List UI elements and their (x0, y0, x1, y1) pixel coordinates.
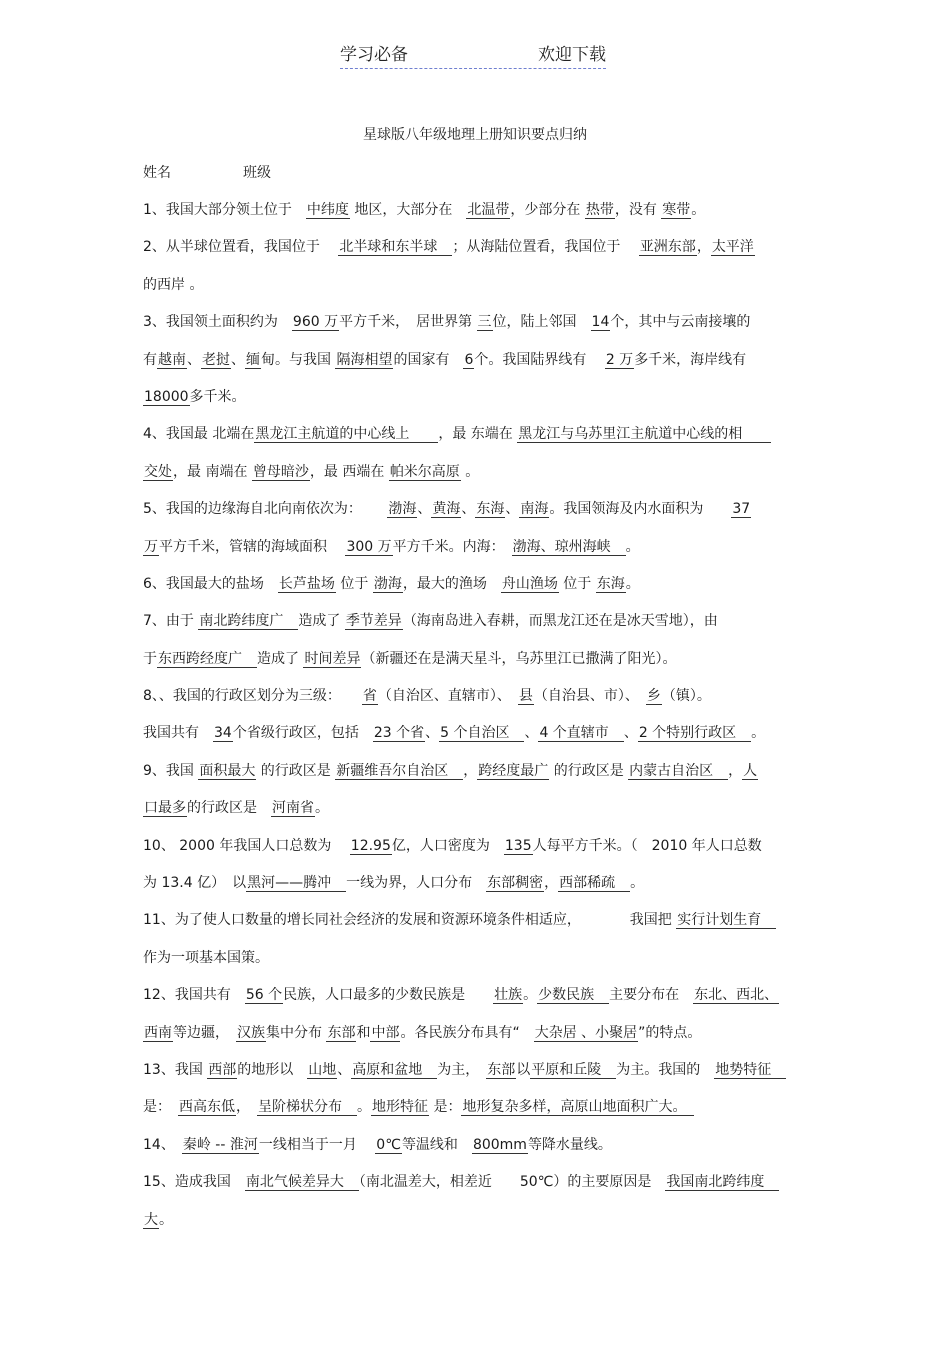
line-text: 、 (524, 725, 539, 742)
line-text: 集中分布 (266, 1024, 327, 1041)
underlined-answer: 东海 (596, 575, 625, 592)
line-text: （海南岛进入春耕，而黑龙江还在是冰天雪地），由 (402, 613, 718, 630)
underlined-answer: 热带 (585, 202, 614, 218)
line-text: 的国家有 (393, 351, 464, 368)
line-text: ，最 东端在 (438, 426, 518, 443)
line-text: 。 (630, 875, 645, 892)
underlined-answer: 西南 (144, 1024, 172, 1041)
question-list (143, 199, 823, 1246)
underlined-answer: 地形复杂多样，高原山地面积广大。 (462, 1099, 694, 1116)
line-text: 。 (625, 538, 640, 555)
underlined-answer: 汉族 (237, 1024, 265, 1041)
line-text: 主要分布在 (609, 987, 694, 1004)
underlined-answer: 东西跨经度广 (158, 650, 256, 667)
underlined-answer: 缅 (246, 351, 260, 368)
line-text: 、 (187, 351, 201, 368)
text-line (143, 1134, 823, 1171)
line-text: 多千米。 (189, 388, 246, 405)
line-text: 等温线和 (401, 1136, 472, 1153)
line-text: 民族，人口最多的少数民族是 (283, 987, 494, 1004)
line-text: 、 (231, 351, 245, 368)
text-line (143, 423, 823, 460)
line-text: ”的特点。 (638, 1024, 702, 1041)
underlined-answer: 黄海 (432, 501, 461, 518)
line-text: ，最 南端在 (173, 463, 252, 480)
line-text: 。 (625, 575, 640, 592)
line-text: 个，其中与云南接壤的 (610, 314, 751, 331)
line-text: 。 (357, 1099, 371, 1116)
line-text: （自治县、市）、 (533, 688, 646, 705)
underlined-answer: 4 个直辖市 (539, 725, 623, 742)
line-text: ；从海陆位置看，我国位于 (452, 239, 639, 256)
underlined-answer: 23 个省 (373, 725, 425, 742)
line-text: 平方千米，管辖的海域面积 (159, 538, 346, 555)
text-line (143, 722, 823, 759)
line-text: 5、我国的边缘海自北向南依次为： (143, 501, 388, 518)
underlined-answer: 渤海 (373, 575, 402, 592)
underlined-answer: 隔海相望 (336, 351, 393, 368)
text-line (143, 797, 823, 834)
underlined-answer: 万 (144, 538, 158, 555)
text-line (143, 236, 823, 273)
underlined-answer: 南海 (520, 501, 549, 518)
line-text: 。各民族分布具有“ (400, 1024, 534, 1041)
line-text: 2、从半球位置看，我国位于 (143, 239, 339, 256)
line-text: 平方千米。内海： (392, 538, 512, 555)
underlined-answer: 12.95 (350, 837, 391, 854)
line-text: ， (728, 762, 743, 779)
underlined-answer: 越南 (158, 351, 186, 368)
text-line (143, 872, 823, 909)
line-text: 我国共有 (143, 725, 213, 742)
underlined-answer: 秦岭 -- 淮河 (182, 1136, 258, 1153)
line-text: 、 (505, 501, 520, 518)
line-text: 、 (623, 725, 638, 742)
text-line (143, 1096, 823, 1133)
line-text: 8、、我国的行政区划分为三级： (143, 688, 362, 705)
text-line (143, 349, 823, 386)
underlined-answer: 实行计划生育 (677, 912, 776, 929)
underlined-answer: 大杂居 、小聚居 (534, 1024, 638, 1041)
document-title: 星球版八年级地理上册知识要点归纳 (363, 127, 587, 143)
underlined-answer: 东部 (327, 1024, 356, 1041)
underlined-answer: 亚洲东部 (639, 239, 696, 256)
line-text: 13、我国 (143, 1061, 208, 1078)
line-text: （自治区、直辖市）、 (377, 688, 518, 705)
line-text: 为 13.4 亿） 以 (143, 875, 247, 892)
underlined-answer: 56 个 (245, 987, 283, 1004)
text-line (143, 1171, 823, 1208)
text-line (143, 610, 823, 647)
line-text: ， (696, 239, 711, 256)
underlined-answer: 黑龙江主航道的中心线上 (255, 426, 438, 443)
underlined-answer: 0℃ (376, 1136, 401, 1153)
header-left-text: 学习必备 (340, 45, 408, 65)
line-text: 的行政区是 (187, 800, 271, 817)
line-text: 。 (751, 725, 766, 742)
underlined-answer: 县 (518, 688, 533, 705)
underlined-answer: 长芦盐场 (278, 575, 335, 592)
underlined-answer: 800mm (472, 1136, 527, 1153)
text-line (143, 1209, 823, 1246)
underlined-answer: 太平洋 (711, 239, 754, 256)
underlined-answer: 面积最大 (199, 762, 256, 779)
line-text: 是： (429, 1099, 462, 1116)
underlined-answer: 黑龙江与乌苏里江主航道中心线的相 (518, 426, 771, 443)
line-text: 、 (417, 501, 432, 518)
underlined-answer: 地势特征 (715, 1061, 786, 1078)
underlined-answer: 少数民族 (538, 987, 609, 1004)
underlined-answer: 寒带 (662, 202, 691, 218)
line-text: 一线相当于一月 (258, 1136, 376, 1153)
line-text: 的地形以 (237, 1061, 308, 1078)
line-text: 亿，人口密度为 (391, 837, 504, 854)
line-text: ， (463, 762, 478, 779)
text-line (143, 1059, 823, 1096)
underlined-answer: 5 个自治区 (440, 725, 524, 742)
line-text: 甸。与我国 (261, 351, 336, 368)
line-text: 、 (425, 725, 440, 742)
underlined-answer: 南北跨纬度广 (199, 613, 298, 630)
line-text: 人每平方千米。（ 2010 年人口总数 (532, 837, 762, 854)
underlined-answer: 东部稠密 (487, 875, 544, 892)
line-text: 为主， (437, 1061, 487, 1078)
line-text: 位于 (335, 575, 373, 592)
line-text: 于 (143, 650, 157, 667)
text-line (143, 536, 823, 573)
line-text: 多千米，海岸线有 (634, 351, 747, 368)
underlined-answer: 高原和盆地 (352, 1061, 437, 1078)
text-line (143, 835, 823, 872)
underlined-answer: 壮族 (494, 987, 523, 1004)
line-text: ， (544, 875, 559, 892)
line-text: （镇）。 (661, 688, 711, 705)
underlined-answer: 南北气候差异大 (245, 1174, 358, 1191)
underlined-answer: 山地 (308, 1061, 337, 1078)
text-line (143, 274, 823, 311)
underlined-answer: 东北、西北、 (694, 987, 779, 1004)
line-text: 的行政区是 (549, 762, 629, 779)
underlined-answer: 14 (591, 314, 610, 331)
text-line (143, 1022, 823, 1059)
underlined-answer: 2 万 (605, 351, 634, 368)
text-line (143, 984, 823, 1021)
line-text: 等边疆， (173, 1024, 236, 1041)
class-label: 班级 (243, 165, 271, 181)
underlined-answer: 舟山渔场 (501, 575, 558, 592)
underlined-answer: 河南省 (272, 800, 314, 817)
name-class-line (143, 162, 271, 182)
line-text: ，没有 (614, 202, 662, 218)
line-text: ，最 西端在 (309, 463, 389, 480)
underlined-answer: 交处 (144, 463, 172, 480)
underlined-answer: 大 (144, 1211, 158, 1228)
underlined-answer: 北半球和东半球 (339, 239, 452, 256)
line-text: 有 (143, 351, 157, 368)
underlined-answer: 135 (504, 837, 532, 854)
underlined-answer: 2 个特别行政区 (638, 725, 751, 742)
line-text: 是： (143, 1099, 178, 1116)
line-text: ，最大的渔场 (402, 575, 501, 592)
underlined-answer: 西部稀疏 (559, 875, 630, 892)
line-text: 以 (516, 1061, 531, 1078)
underlined-answer: 省 (362, 688, 377, 705)
line-text: （南北温差大，相差近 50℃）的主要原因是 (358, 1174, 666, 1191)
line-text: 7、由于 (143, 613, 199, 630)
underlined-answer: 平原和丘陵 (531, 1061, 616, 1078)
line-text: ，少部分在 (510, 202, 585, 218)
underlined-answer: 东海 (476, 501, 505, 518)
line-text: 造成了 (298, 613, 345, 630)
underlined-answer: 跨经度最广 (478, 762, 549, 779)
underlined-answer: 960 万 (292, 314, 339, 331)
underlined-answer: 中纬度 (306, 202, 349, 218)
underlined-answer: 季节差异 (345, 613, 402, 630)
underlined-answer: 地形特征 (372, 1099, 428, 1116)
line-text: 12、我国共有 (143, 987, 245, 1004)
text-line (143, 947, 823, 984)
underlined-answer: 渤海、琼州海峡 (512, 538, 625, 555)
underlined-answer: 乡 (646, 688, 661, 705)
line-text: 3、我国领土面积约为 (143, 314, 292, 331)
line-text: 为主。我国的 (616, 1061, 715, 1078)
underlined-answer: 呈阶梯状分布 (258, 1099, 356, 1116)
line-text: 1、我国大部分领土位于 (143, 202, 306, 218)
line-text: 一线为界，人口分布 (346, 875, 487, 892)
text-line (143, 685, 823, 722)
underlined-answer: 渤海 (388, 501, 417, 518)
header-right-text: 欢迎下载 (538, 45, 606, 65)
line-text: 6、我国最大的盐场 (143, 575, 278, 592)
text-line (143, 461, 823, 498)
text-line (143, 311, 823, 348)
underlined-answer: 黑河——腾冲 (247, 875, 346, 892)
line-text: 地区，大部分在 (349, 202, 467, 218)
line-text: 15、造成我国 (143, 1174, 245, 1191)
underlined-answer: 曾母暗沙 (252, 463, 309, 480)
line-text: 造成了 (257, 650, 304, 667)
line-text: 。 (460, 463, 480, 480)
line-text: （新疆还在是满天星斗，乌苏里江已撒满了阳光）。 (361, 650, 677, 667)
underlined-answer: 新疆维吾尔自治区 (336, 762, 463, 779)
underlined-answer: 中部 (371, 1024, 400, 1041)
line-text: 和 (356, 1024, 371, 1041)
page-header (340, 40, 606, 69)
line-text: 14、 (143, 1136, 182, 1153)
underlined-answer: 老挝 (202, 351, 230, 368)
line-text: 个省级行政区，包括 (232, 725, 373, 742)
text-line (143, 760, 823, 797)
text-line (143, 386, 823, 423)
line-text: 11、为了使人口数量的增长同社会经济的发展和资源环境条件相适应， 我国把 (143, 912, 677, 929)
underlined-answer: 时间差异 (304, 650, 361, 667)
text-line (143, 199, 823, 236)
line-text: 个。我国陆界线有 (474, 351, 605, 368)
underlined-answer: 帕米尔高原 (389, 463, 460, 480)
line-text: 位，陆上邻国 (492, 314, 591, 331)
text-line (143, 498, 823, 535)
line-text: 平方千米， 居世界第 (339, 314, 477, 331)
underlined-answer: 北温带 (467, 202, 510, 218)
line-text: 10、 2000 年我国人口总数为 (143, 837, 350, 854)
underlined-answer: 人 (743, 762, 758, 779)
line-text: 的西岸 。 (143, 276, 204, 293)
text-line (143, 573, 823, 610)
underlined-answer: 18000 (144, 388, 189, 405)
underlined-answer: 34 (214, 725, 232, 742)
line-text: 。 (523, 987, 538, 1004)
line-text: 。 (691, 202, 706, 218)
underlined-answer: 东部 (487, 1061, 516, 1078)
line-text: 4、我国最 北端在 (143, 426, 255, 443)
line-text: 、 (461, 501, 476, 518)
text-line (143, 909, 823, 946)
line-text: 位于 (558, 575, 596, 592)
line-text: 作为一项基本国策。 (143, 949, 269, 966)
line-text: 的行政区是 (256, 762, 336, 779)
line-text: 9、我国 (143, 762, 199, 779)
line-text: 、 (337, 1061, 352, 1078)
name-label: 姓名 (143, 165, 171, 181)
line-text: ， (236, 1099, 257, 1116)
underlined-answer: 西部 (208, 1061, 237, 1078)
line-text: 。 (159, 1211, 173, 1228)
underlined-answer: 口最多 (144, 800, 186, 817)
line-text: 。 (315, 800, 329, 817)
underlined-answer: 300 万 (346, 538, 392, 555)
underlined-answer: 37 (732, 501, 751, 518)
underlined-answer: 我国南北跨纬度 (666, 1174, 779, 1191)
underlined-answer: 西高东低 (179, 1099, 235, 1116)
line-text: 等降水量线。 (527, 1136, 612, 1153)
underlined-answer: 三 (477, 314, 492, 331)
line-text: 。我国领海及内水面积为 (549, 501, 732, 518)
underlined-answer: 内蒙古自治区 (629, 762, 728, 779)
text-line (143, 648, 823, 685)
underlined-answer: 6 (464, 351, 474, 368)
